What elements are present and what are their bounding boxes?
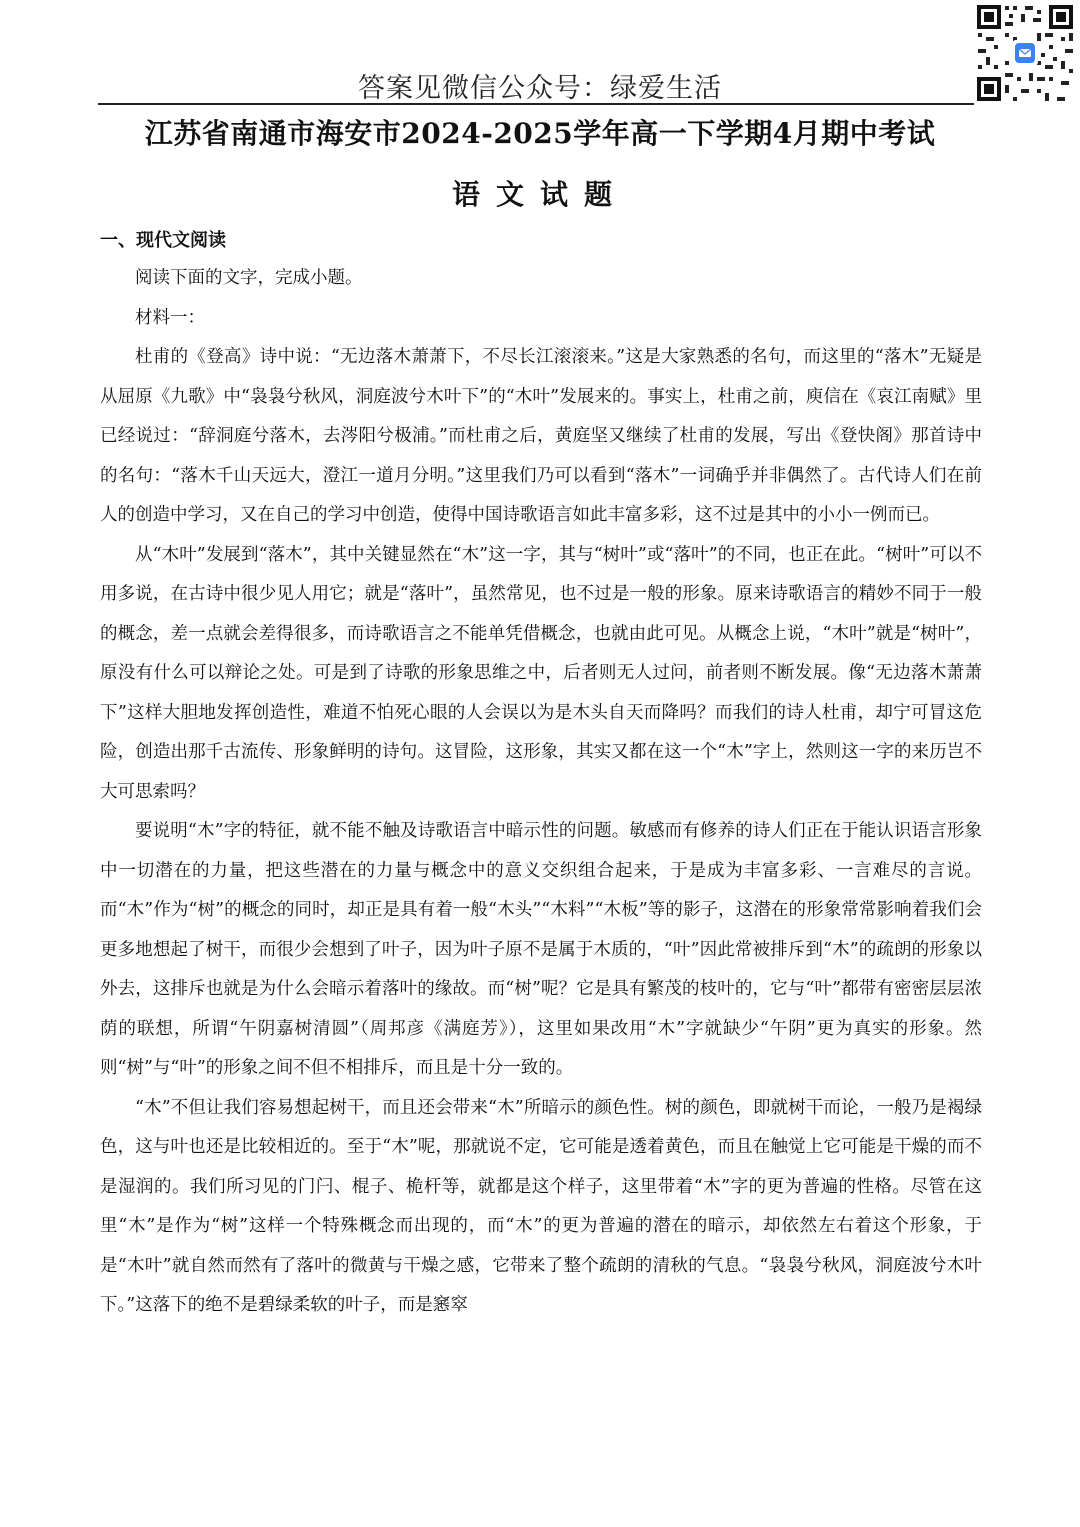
reading-passage [100, 259, 982, 1326]
passage-paragraph: “木”不但让我们容易想起树干，而且还会带来“木”所暗示的颜色性。树的颜色，即就树干而论，一般乃是褐绿色，这与叶也还是比较相近的。至于“木”呢，那就说不定，它可能是透着黄色，而且在触觉上它可能是干燥的而不是湿润的。我们所习见的门闩、棍子、桅杆等，就都是这个样子，这里带着“木”字的更为普遍的性格。尽管在这里“木”是作为“树”这样一个特殊概念而出现的，而“木”的更为普遍的潜在的暗示，却依然左右着这个形象，于是“木叶”就自然而然有了落叶的微黄与干燥之感，它带来了整个疏朗的清秋的气息。“袅袅兮秋风，洞庭波兮木叶下。”这落下的绝不是碧绿柔软的叶子，而是窸窣 [100, 1097, 982, 1315]
qr-code-icon [975, 3, 1075, 103]
passage-paragraph: 杜甫的《登高》诗中说：“无边落木萧萧下，不尽长江滚滚来。”这是大家熟悉的名句，而这里的“落木”无疑是从屈原《九歌》中“袅袅兮秋风，洞庭波兮木叶下”的“木叶”发展来的。事实上，杜甫之前，庾信在《哀江南赋》里已经说过：“辞洞庭兮落木，去涔阳兮极浦。”而杜甫之后，黄庭坚又继续了杜甫的发展，写出《登快阁》那首诗中的名句：“落木千山天远大，澄江一道月分明。”这里我们乃可以看到“落木”一词确乎并非偶然了。古代诗人们在前人的创造中学习，又在自己的学习中创造，使得中国诗歌语言如此丰富多彩，这不过是其中的小小一例而已。 [100, 347, 982, 525]
header-divider [98, 103, 974, 105]
material-label: 材料一： [135, 307, 205, 328]
passage-paragraph: 要说明“木”字的特征，就不能不触及诗歌语言中暗示性的问题。敏感而有修养的诗人们正在于能认识语言形象中一切潜在的力量，把这些潜在的力量与概念中的意义交织组合起来，于是成为丰富多彩、一言难尽的言说。而“木”作为“树”的概念的同时，却正是具有着一般“木头”“木料”“木板”等的影子，这潜在的形象常常影响着我们会更多地想起了树干，而很少会想到了叶子，因为叶子原不是属于木质的，“叶”因此常被排斥到“木”的疏朗的形象以外去，这排斥也就是为什么会暗示着落叶的缘故。而“树”呢？它是具有繁茂的枝叶的，它与“叶”都带有密密层层浓荫的联想，所谓“午阴嘉树清圆”（周邦彦《满庭芳》），这里如果改用“木”字就缺少“午阴”更为真实的形象。然则“树”与“叶”的形象之间不但不相排斥，而且是十分一致的。 [100, 821, 982, 1078]
instruction-text: 阅读下面的文字，完成小题。 [135, 268, 363, 288]
exam-subtitle: 语文试题 [451, 178, 628, 211]
exam-title: 江苏省南通市海安市2024-2025学年高一下学期4月期中考试 [144, 117, 936, 150]
section-heading: 一、现代文阅读 [100, 230, 226, 251]
header-note: 答案见微信公众号：绿爱生活 [358, 73, 722, 104]
qr-code-graphic [975, 3, 1075, 103]
passage-paragraph: 从“木叶”发展到“落木”，其中关键显然在“木”这一字，其与“树叶”或“落叶”的不同，也正在此。“树叶”可以不用多说，在古诗中很少见人用它；就是“落叶”，虽然常见，也不过是一般的形象。原来诗歌语言的精妙不同于一般的概念，差一点就会差得很多，而诗歌语言之不能单凭借概念，也就由此可见。从概念上说，“木叶”就是“树叶”，原没有什么可以辩论之处。可是到了诗歌的形象思维之中，后者则无人过问，前者则不断发展。像“无边落木萧萧下”这样大胆地发挥创造性，难道不怕死心眼的人会误以为是木头自天而降吗？而我们的诗人杜甫，却宁可冒这危险，创造出那千古流传、形象鲜明的诗句。这冒险，这形象，其实又都在这一个“木”字上，然则这一字的来历岂不大可思索吗？ [100, 544, 982, 802]
